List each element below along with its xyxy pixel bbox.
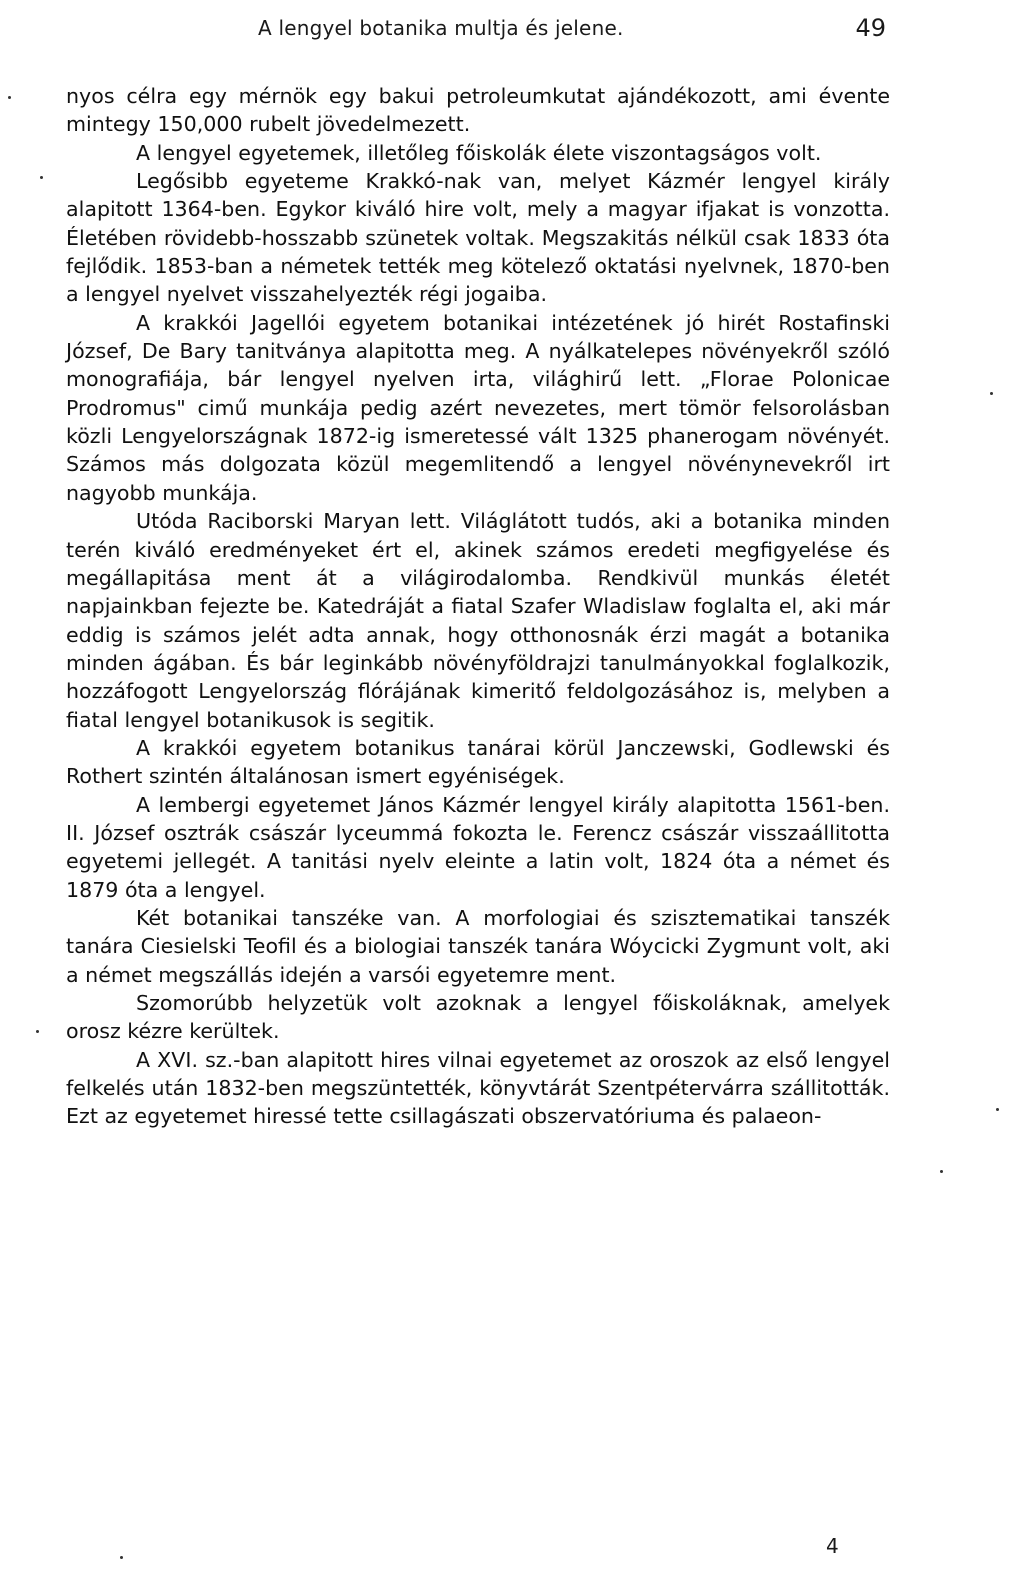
paragraph: Legősibb egyeteme Krakkó-nak van, melyet Kázmér lengyel király alapitott 1364-ben. Egykor kiváló hire volt, mely a magyar ifjakat is vonzotta. Életében rövidebb-hosszabb szünetek voltak. Megszakitás nélkül csak 1833 óta fejlődik. 1853-ban a németek tették meg kötelező oktatási nyelvnek, 1870-ben a lengyel nyelvet visszahelyezték régi jogaiba. xyxy=(66,169,890,307)
scan-speck xyxy=(8,96,11,99)
running-title: A lengyel botanika multja és jelene. xyxy=(258,16,624,40)
paragraph: nyos célra egy mérnök egy bakui petroleumkutat ajándékozott, ami évente mintegy 150,000 rubelt jövedelmezett. xyxy=(66,84,890,137)
paragraph: Utóda Raciborski Maryan lett. Világlátott tudós, aki a botanika minden terén kiváló eredményeket ért el, akinek számos eredeti megfigyelése és megállapitása ment át a világirodalomba. Rendkivül munkás életét napjainkban fejezte be. Katedráját a fiatal Szafer Wladislaw foglalta el, aki már eddig is számos jelét adta annak, hogy otthonosnák érzi magát a botanika minden ágában. És bár leginkább növényföldrajzi tanulmányokkal foglalkozik, hozzáfogott Lengyelország flórájának kimeritő feldolgozásához is, melyben a fiatal lengyel botanikusok is segitik. xyxy=(66,509,890,732)
scan-speck xyxy=(990,392,993,395)
scan-speck xyxy=(940,1170,943,1173)
signature-mark: 4 xyxy=(826,1534,839,1558)
paragraph: A krakkói Jagellói egyetem botanikai intézetének jó hirét Rostafinski József, De Bary tanitványa alapitotta meg. A nyálkatelepes növényekről szóló monografiája, bár lengyel nyelven irta, világhirű lett. „Florae Polonicae Prodromus" cimű munkája pedig azért nevezetes, mert tömör felsorolásban közli Lengyelországnak 1872-ig ismeretessé vált 1325 phanerogam növényét. Számos más dolgozata közül megemlitendő a lengyel növénynevekről irt nagyobb munkája. xyxy=(66,310,890,505)
paragraph: Szomorúbb helyzetük volt azoknak a lengyel főiskoláknak, amelyek orosz kézre kerültek. xyxy=(66,991,890,1044)
paragraph: A lengyel egyetemek, illetőleg főiskolák élete viszontagságos volt. xyxy=(136,140,822,165)
paragraph: Két botanikai tanszéke van. A morfologiai és szisztematikai tanszék tanára Ciesielski Teofil és a biologiai tanszék tanára Wóycicki Zygmunt volt, aki a német megszállás idején a varsói egyetemre ment. xyxy=(66,905,890,987)
body-text xyxy=(66,82,890,1131)
scan-speck xyxy=(996,1108,999,1111)
running-header xyxy=(66,10,886,46)
scan-speck xyxy=(120,1556,123,1559)
paragraph: A XVI. sz.-ban alapitott hires vilnai egyetemet az oroszok az első lengyel felkelés után 1832-ben megszüntették, könyvtárát Szentpétervárra szállitották. Ezt az egyetemet hiressé tette csillagászati obszervatóriuma és palaeon- xyxy=(66,1047,890,1129)
paragraph: A lembergi egyetemet János Kázmér lengyel király alapitotta 1561-ben. II. József osztrák császár lyceummá fokozta le. Ferencz császár visszaállitotta egyetemi jellegét. A tanitási nyelv eleinte a latin volt, 1824 óta a német és 1879 óta a lengyel. xyxy=(66,792,890,902)
paragraph: A krakkói egyetem botanikus tanárai körül Janczewski, Godlewski és Rothert szintén általánosan ismert egyéniségek. xyxy=(66,735,890,789)
scan-speck xyxy=(36,1030,39,1033)
scan-speck xyxy=(40,176,43,179)
page-number: 49 xyxy=(855,14,886,42)
